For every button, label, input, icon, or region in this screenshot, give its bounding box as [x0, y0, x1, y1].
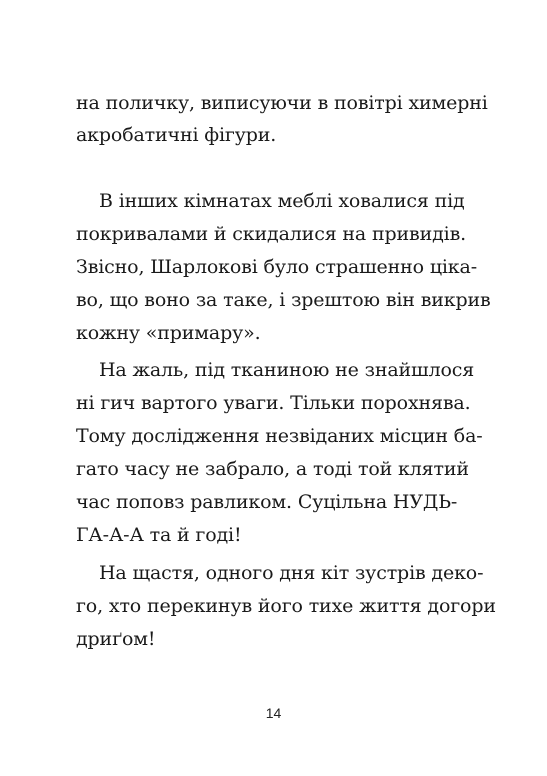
text-line: На жаль, під тканиною не знайшлося — [99, 359, 475, 381]
text-line: акробатичні фігури. — [76, 124, 277, 146]
text-line: час поповз равликом. Суцільна НУДЬ- — [76, 491, 458, 513]
text-line: во, що воно за таке, і зрештою він викрив — [76, 289, 491, 311]
text-line: В інших кімнатах меблі ховалися під — [99, 190, 465, 212]
text-line: на поличку, виписуючи в повітрі химерні — [76, 92, 488, 114]
text-line: На щастя, одного дня кіт зустрів деко- — [99, 562, 484, 584]
text-line: ні гич вартого уваги. Тільки порохнява. — [76, 392, 471, 414]
text-line: покривалами й скидалися на привидів. — [76, 223, 467, 245]
text-line: гато часу не забрало, а тоді той клятий — [76, 458, 469, 480]
text-line: дриґом! — [76, 628, 156, 650]
text-line: Тому дослідження незвіданих місцин ба- — [76, 425, 483, 447]
text-line: го, хто перекинув його тихе життя догори — [76, 595, 496, 617]
page-number: 14 — [265, 705, 282, 721]
text-line: ГА-А-А та й годі! — [76, 524, 242, 546]
text-line: кожну «примару». — [76, 322, 261, 344]
text-line: Звісно, Шарлокові було страшенно ціка- — [76, 256, 477, 278]
